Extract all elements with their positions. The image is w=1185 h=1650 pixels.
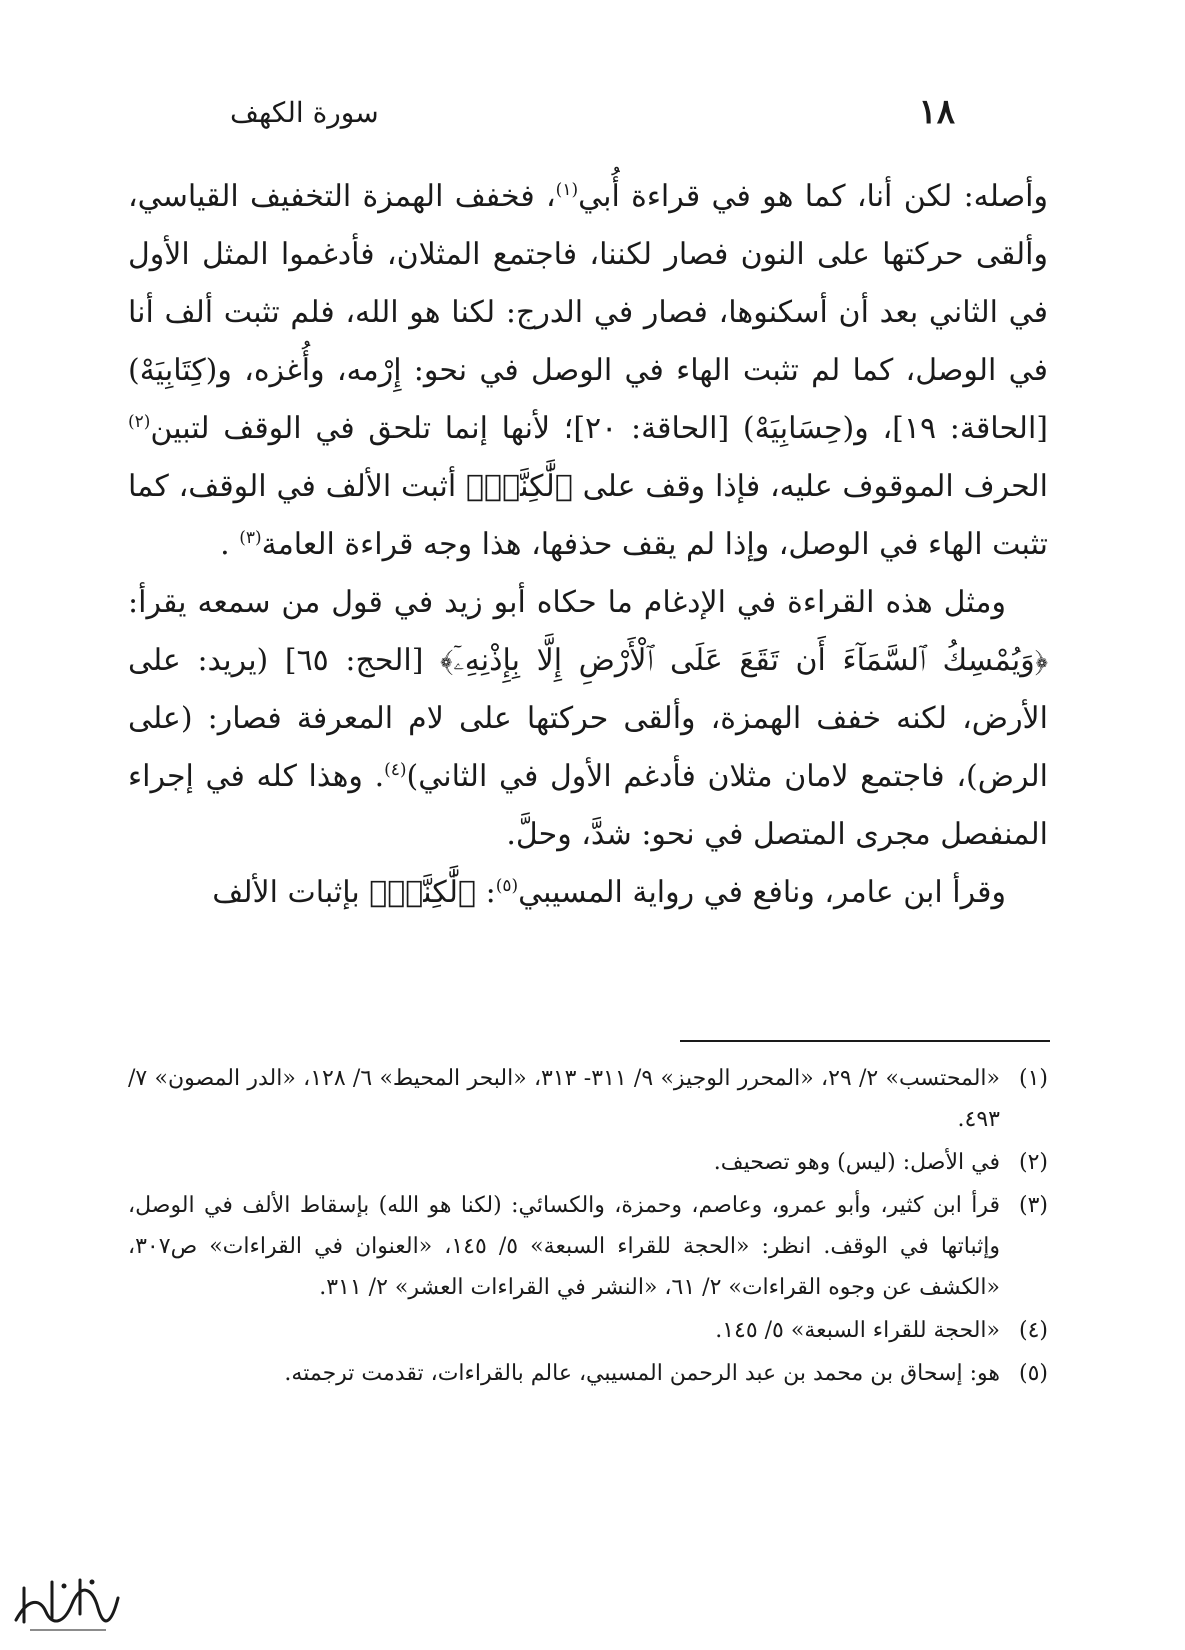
text-segment: ومثل هذه القراءة في الإدغام ما حكاه أبو زيد في قول من سمعه يقرأ: ﴿وَيُمْسِكُ ٱلسَّمَآءَ أَن تَقَعَ عَلَى ٱلْأَرْضِ إِلَّا بِإِذْنِهِۦٓ﴾ [الحج: ٦٥] (يريد: على الأرض، لكنه خفف الهمزة، وألقى حركتها على لام المعرفة فصار: (على الرض)، فاجتمع لامان مثلان فأدغم الأول في الثاني) xyxy=(128,585,1048,794)
footnote xyxy=(128,1185,1048,1308)
page-number: ١٨ xyxy=(918,92,955,132)
footnote xyxy=(128,1142,1048,1183)
text-segment: وأصله: لكن أنا، كما هو في قراءة أُبي xyxy=(578,179,1048,214)
footnote-number: (١) xyxy=(1018,1066,1048,1091)
footnote-ref: (٤) xyxy=(384,760,407,780)
footnote-text: قرأ ابن كثير، وأبو عمرو، وعاصم، وحمزة، والكسائي: (لكنا هو الله) بإسقاط الألف في الوصل، وإثباتها في الوقف. انظر: «الحجة للقراء السبعة» ٥/ ١٤٥، «العنوان في القراءات» ص٣٠٧، «الكشف عن وجوه القراءات» ٢/ ٦١، «النشر في القراءات العشر» ٢/ ٣١١. xyxy=(128,1193,1001,1300)
footnote-ref: (١) xyxy=(555,180,579,200)
text-segment: . وهذا كله في إجراء المنفصل مجرى المتصل في نحو: شدَّ، وحلَّ. xyxy=(128,759,1048,852)
text-segment: ، فخفف الهمزة التخفيف القياسي، وألقى حركتها على النون فصار لكننا، فاجتمع المثلان، فأدغموا المثل الأول في الثاني بعد أن أسكنوها، فصار في الدرج: لكنا هو الله، فلم تثبت ألف أنا في الوصل، كما لم تثبت الهاء في الوصل في نحو: إِرْمه، وأُغزه، و(كِتَابِيَهْ) [الحاقة: ١٩]، و(حِسَابِيَهْ) [الحاقة: ٢٠]؛ لأنها إنما تلحق في الوقف لتبين xyxy=(128,179,1048,446)
page-header xyxy=(230,92,955,142)
footnote-ref: (٥) xyxy=(495,876,519,896)
paragraph xyxy=(128,864,1048,922)
footnote-number: (٤) xyxy=(1018,1318,1048,1343)
text-segment: . xyxy=(220,527,240,562)
footnote-text: «المحتسب» ٢/ ٢٩، «المحرر الوجيز» ٩/ ٣١١- ٣١٣، «البحر المحيط» ٦/ ١٢٨، «الدر المصون» ٧/ ٤٩٣. xyxy=(128,1066,1001,1132)
footnote-number: (٢) xyxy=(1018,1150,1048,1175)
text-segment: وقرأ ابن عامر، ونافع في رواية المسيبي xyxy=(518,875,1006,910)
surah-title: سورة الكهف xyxy=(230,96,379,129)
calligraphy-logo xyxy=(6,1568,124,1638)
text-segment: الحرف الموقوف عليه، فإذا وقف على ﴿لَّٰكِنَّا۠﴾ أثبت الألف في الوقف، كما تثبت الهاء في الوصل، وإذا لم يقف حذفها، هذا وجه قراءة العامة xyxy=(128,469,1048,562)
text-segment: : ﴿لَّٰكِنَّا۠﴾ بإثبات الألف xyxy=(212,875,496,910)
footnote-ref: (٢) xyxy=(128,412,151,432)
footnote-divider xyxy=(680,1040,1050,1042)
footnote xyxy=(128,1353,1048,1394)
footnote-text: في الأصل: (ليس) وهو تصحيف. xyxy=(713,1150,1000,1175)
footnote-text: هو: إسحاق بن محمد بن عبد الرحمن المسيبي، عالم بالقراءات، تقدمت ترجمته. xyxy=(284,1361,1000,1386)
paragraph xyxy=(128,168,1048,574)
footnote-text: «الحجة للقراء السبعة» ٥/ ١٤٥. xyxy=(715,1318,1000,1343)
footnote xyxy=(128,1310,1048,1351)
paragraph xyxy=(128,574,1048,864)
footnotes xyxy=(128,1058,1048,1396)
main-text xyxy=(128,168,1048,922)
footnote xyxy=(128,1058,1048,1140)
footnote-ref: (٣) xyxy=(239,528,262,548)
footnote-number: (٣) xyxy=(1018,1193,1048,1218)
footnote-number: (٥) xyxy=(1018,1361,1048,1386)
